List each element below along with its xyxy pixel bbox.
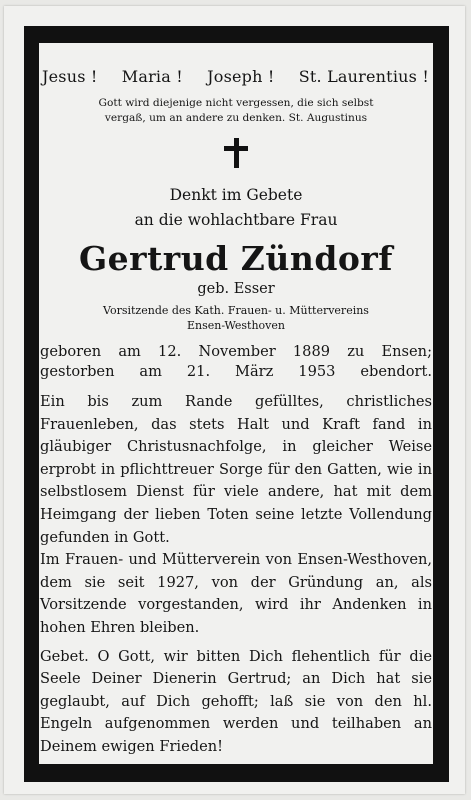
maiden-name: geb. Esser xyxy=(197,281,275,297)
role-line-2: Ensen-Westhoven xyxy=(187,319,285,332)
life-paragraph: Ein bis zum Rande gefülltes, christliches Frauenleben, das stets Halt und Kraft fand in gläubiger Christusnachfolge, in gleicher Weise erprobt in pflichttreuer Sorge für den Gatten, wie in selbstlosem Dienst für viele andere, hat mit dem Heimgang der lieben Toten seine letzte Vollendung gefunden in Gott. xyxy=(40,393,432,546)
deceased-role xyxy=(39,303,433,333)
invocation-jesus: Jesus ! xyxy=(42,67,98,86)
cross-icon xyxy=(224,138,248,168)
prayer-request-line-1: Denkt im Gebete xyxy=(169,186,303,204)
prayer-request xyxy=(39,183,433,233)
birth-date: geboren am 12. November 1889 zu Ensen; xyxy=(40,343,432,360)
card-content xyxy=(39,43,433,764)
death-date: gestorben am 21. März 1953 ebendort. xyxy=(40,363,432,380)
prayer-request-line-2: an die wohlachtbare Frau xyxy=(134,211,338,229)
life-dates xyxy=(39,342,433,382)
deceased-name: Gertrud Zündorf xyxy=(79,239,393,278)
invocation-maria: Maria ! xyxy=(121,67,183,86)
augustine-quote xyxy=(41,96,431,126)
quote-line-1: Gott wird diejenige nicht vergessen, die sich selbst xyxy=(98,97,374,109)
prayer-paragraph: Gebet. O Gott, wir bitten Dich flehentlich für die Seele Deiner Dienerin Gertrud; an Dich hat sie geglaubt, auf Dich gehofft; laß sie von den hl. Engeln aufgenommen werden und teilhaben an Deinem ewigen Frieden! xyxy=(40,647,432,755)
invocation-joseph: Joseph ! xyxy=(207,67,275,86)
invocation-line xyxy=(42,67,429,86)
quote-line-2: vergaß, um an andere zu denken. St. Augustinus xyxy=(104,112,368,124)
association-paragraph: Im Frauen- und Mütterverein von Ensen-Westhoven, dem sie seit 1927, von der Gründung an, als Vorsitzende vorgestanden, wird ihr Andenken in hohen Ehren bleiben. xyxy=(40,551,432,636)
memorial-card xyxy=(4,6,465,794)
role-line-1: Vorsitzende des Kath. Frauen- u. Müttervereins xyxy=(103,304,369,317)
invocation-laurentius: St. Laurentius ! xyxy=(298,67,429,86)
